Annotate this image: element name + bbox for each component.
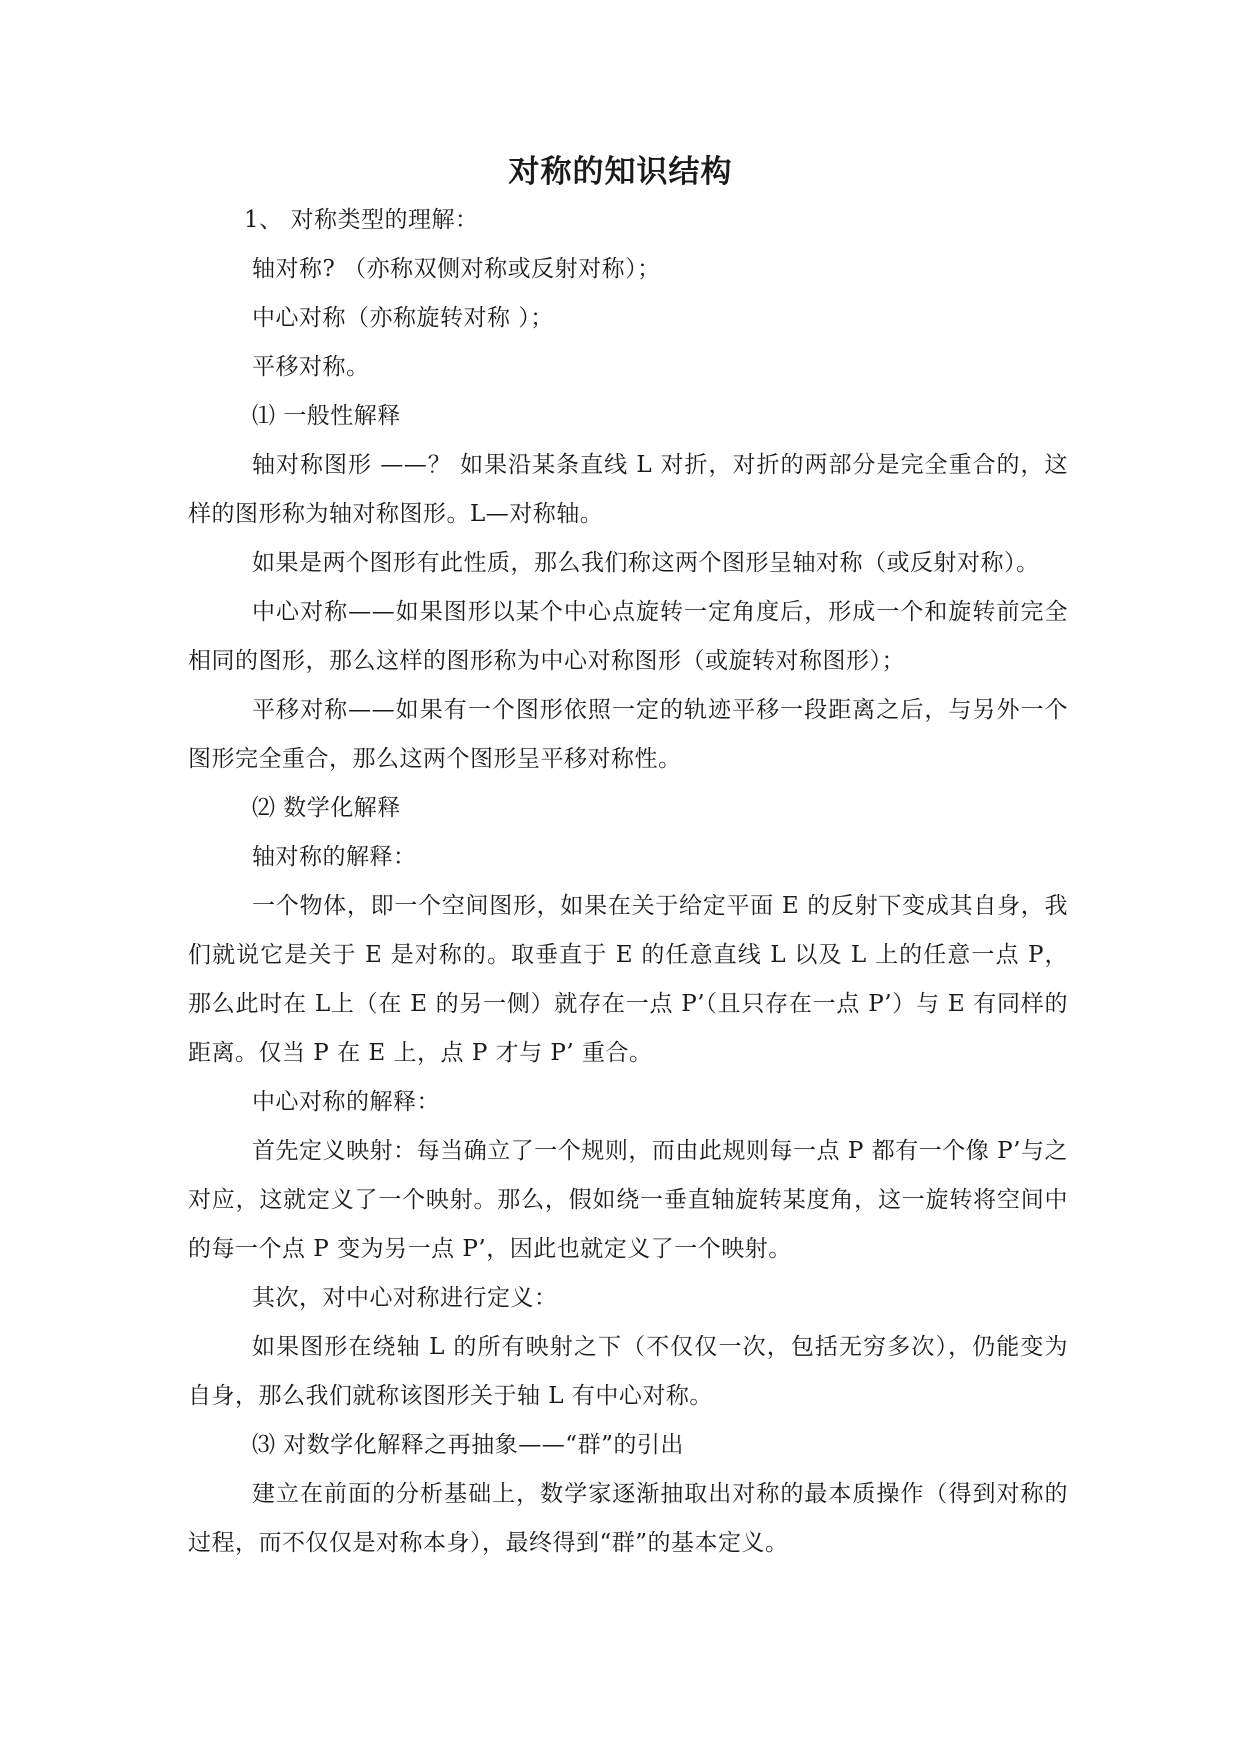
paragraph-central-definition: 中心对称——如果图形以某个中心点旋转一定角度后，形成一个和旋转前完全相同的图形，那么这样的图形称为中心对称图形（或旋转对称图形）； [188,599,1068,674]
list-item-translational-symmetry: 平移对称。 [252,354,370,380]
section-heading-symmetry-types: 1、 对称类型的理解： [244,207,479,233]
paragraph-axial-math: 一个物体，即一个空间图形，如果在关于给定平面 E 的反射下变成其自身，我们就说它是关于 E 是对称的。取垂直于 E 的任意直线 L 以及 L 上的任意一点 P，那么此时在 L上（在 E 的另一侧）就存在一点 P’（且只存在一点 P’）与 E 有同样的距离。仅当 P 在 E 上，点 P 才与 P’ 重合。 [188,893,1068,1066]
paragraph-mapping-definition: 首先定义映射：每当确立了一个规则，而由此规则每一点 P 都有一个像 P’与之对应，这就定义了一个映射。那么，假如绕一垂直轴旋转某度角，这一旋转将空间中的每一个点 P 变为另一点 P’，因此也就定义了一个映射。 [188,1138,1068,1262]
label-central-definition-next: 其次，对中心对称进行定义： [252,1285,558,1311]
paragraph-axial-definition: 轴对称图形 ——？ 如果沿某条直线 L 对折，对折的两部分是完全重合的，这样的图形称为轴对称图形。L—对称轴。 [188,452,1068,527]
paragraph-group-definition: 建立在前面的分析基础上，数学家逐渐抽取出对称的最本质操作（得到对称的过程，而不仅仅是对称本身），最终得到“群”的基本定义。 [188,1481,1068,1556]
document-body [188,196,1068,1568]
paragraph-central-math: 如果图形在绕轴 L 的所有映射之下（不仅仅一次，包括无穷多次），仍能变为自身，那么我们就称该图形关于轴 L 有中心对称。 [188,1334,1068,1409]
subheading-group-abstraction: ⑶ 对数学化解释之再抽象——“群”的引出 [252,1432,684,1458]
paragraph-translational-definition: 平移对称——如果有一个图形依照一定的轨迹平移一段距离之后，与另外一个图形完全重合，那么这两个图形呈平移对称性。 [188,697,1068,772]
subheading-mathematical-explanation: ⑵ 数学化解释 [252,795,401,821]
subheading-general-explanation: ⑴ 一般性解释 [252,403,401,429]
list-item-central-symmetry: 中心对称（亦称旋转对称 ）； [252,305,554,331]
document-title: 对称的知识结构 [508,154,733,190]
label-axial-explanation: 轴对称的解释： [252,844,417,870]
label-central-explanation: 中心对称的解释： [252,1089,440,1115]
paragraph-two-figures: 如果是两个图形有此性质，那么我们称这两个图形呈轴对称（或反射对称）。 [252,550,1040,576]
list-item-axial-symmetry: 轴对称? （亦称双侧对称或反射对称）； [252,256,661,282]
